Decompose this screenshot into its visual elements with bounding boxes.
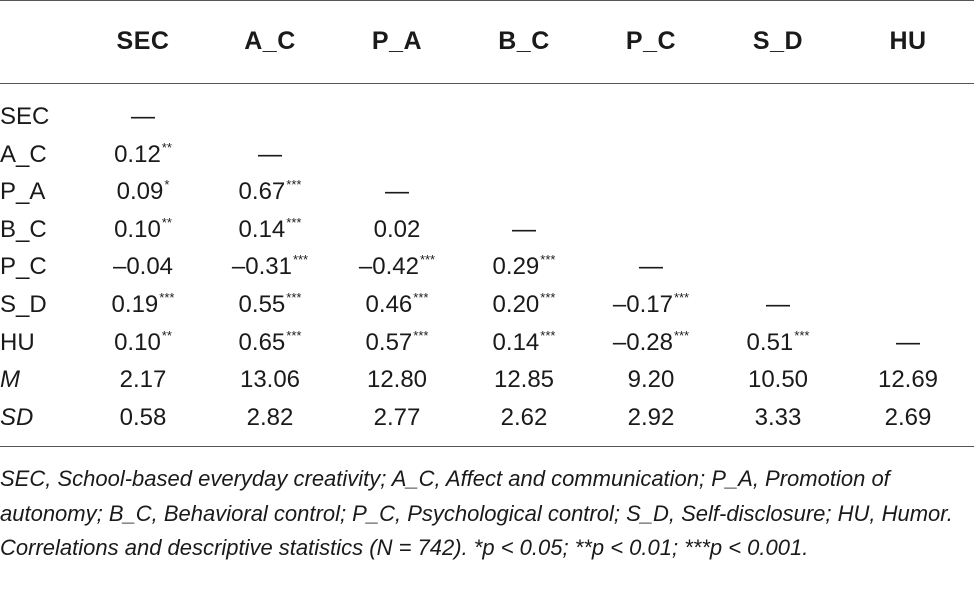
table-cell [73, 173, 213, 211]
cell-value: — [896, 328, 920, 356]
table-row [0, 324, 974, 362]
table-cell [327, 248, 467, 286]
table-cell [708, 361, 848, 399]
cell-value: 2.69 [884, 403, 932, 431]
table-cell [73, 361, 213, 399]
cell-value: 0.12 [114, 140, 161, 168]
cell-value: — [131, 103, 155, 130]
table-row [0, 361, 974, 399]
column-header-a-c: A_C [244, 27, 296, 55]
significance-marker: ** [161, 139, 172, 155]
cell-value: 12.80 [366, 366, 428, 394]
row-label: M [0, 366, 20, 394]
cell-value: 0.02 [373, 215, 421, 243]
table-cell [73, 98, 213, 136]
table-cell [581, 361, 721, 399]
table-cell [454, 248, 594, 286]
table-cell [708, 399, 848, 437]
row-label: B_C [0, 215, 47, 243]
cell-value: 0.46 [365, 290, 413, 318]
significance-marker: *** [286, 289, 302, 305]
cell-value: –0.17 [612, 290, 673, 318]
significance-marker: *** [540, 289, 556, 305]
table-cell [581, 248, 721, 286]
row-label: S_D [0, 290, 47, 318]
row-label: HU [0, 328, 35, 356]
table-row [0, 286, 974, 324]
table-body [0, 98, 974, 436]
cell-value: –0.42 [358, 253, 419, 281]
table-row [0, 173, 974, 211]
significance-marker: *** [673, 327, 690, 343]
table-cell [200, 399, 340, 437]
table-row [0, 211, 974, 249]
significance-marker: ** [161, 327, 172, 343]
cell-value: 2.82 [246, 403, 294, 431]
table-cell [200, 173, 340, 211]
table-top-rule [0, 0, 974, 1]
row-label: P_A [0, 178, 46, 206]
table-header-rule [0, 83, 974, 84]
cell-value: 2.92 [627, 403, 675, 431]
significance-marker: *** [540, 327, 556, 343]
cell-value: — [258, 140, 282, 168]
table-cell [708, 324, 848, 362]
cell-value: 2.77 [373, 403, 421, 431]
table-cell [327, 173, 467, 211]
table-cell [327, 286, 467, 324]
cell-value: 2.17 [119, 366, 167, 394]
significance-marker: ** [161, 214, 172, 230]
cell-value: — [639, 253, 663, 281]
cell-value: –0.31 [231, 253, 292, 281]
cell-value: 12.69 [877, 366, 939, 394]
row-label: SD [0, 403, 34, 431]
significance-marker: * [164, 177, 170, 193]
significance-marker: *** [286, 177, 302, 193]
cell-value: –0.28 [612, 328, 673, 356]
cell-value: 0.65 [238, 328, 286, 356]
table-cell [838, 324, 974, 362]
cell-value: 0.09 [116, 178, 164, 206]
table-cell [454, 211, 594, 249]
table-cell [581, 286, 721, 324]
cell-value: 0.55 [238, 290, 286, 318]
significance-marker: *** [413, 327, 429, 343]
table-cell [200, 286, 340, 324]
significance-marker: *** [540, 252, 556, 268]
cell-value: — [512, 215, 536, 243]
table-cell [200, 136, 340, 174]
table-cell [454, 399, 594, 437]
cell-value: 3.33 [754, 403, 802, 431]
table-cell [838, 399, 974, 437]
table-cell [327, 361, 467, 399]
cell-value: 10.50 [747, 366, 809, 394]
table-row [0, 248, 974, 286]
table-cell [327, 324, 467, 362]
table-cell [200, 324, 340, 362]
cell-value: 12.85 [493, 366, 555, 394]
table-cell [73, 211, 213, 249]
column-header-p-a: P_A [371, 27, 423, 55]
table-cell [73, 136, 213, 174]
cell-value: 0.29 [492, 253, 540, 281]
column-header-p-c: P_C [625, 27, 677, 55]
cell-value: 13.06 [239, 366, 301, 394]
significance-marker: *** [292, 252, 309, 268]
cell-value: 0.19 [111, 290, 159, 318]
cell-value: 0.67 [238, 178, 286, 206]
significance-marker: *** [413, 289, 429, 305]
table-cell [708, 286, 848, 324]
cell-value: 9.20 [627, 366, 675, 394]
significance-marker: *** [419, 252, 436, 268]
cell-value: 0.20 [492, 290, 540, 318]
table-cell [73, 286, 213, 324]
significance-marker: *** [794, 327, 810, 343]
cell-value: — [766, 290, 790, 318]
column-header-hu: HU [889, 27, 927, 55]
cell-value: — [385, 178, 409, 206]
table-cell [73, 324, 213, 362]
significance-marker: *** [286, 214, 302, 230]
cell-value: 0.58 [119, 403, 167, 431]
significance-marker: *** [286, 327, 302, 343]
cell-value: 2.62 [500, 403, 548, 431]
table-cell [454, 286, 594, 324]
row-label: SEC [0, 103, 50, 130]
table-cell [73, 399, 213, 437]
table-row [0, 399, 974, 437]
row-label: P_C [0, 253, 47, 281]
table-cell [454, 361, 594, 399]
table-cell [327, 211, 467, 249]
column-header-s-d: S_D [752, 27, 804, 55]
table-cell [581, 399, 721, 437]
cell-value: 0.14 [238, 215, 286, 243]
table-cell [327, 399, 467, 437]
table-footnote: SEC, School-based everyday creativity; A_C, Affect and communication; P_A, Promotion of autonomy; B_C, Behavioral control; P_C, Psychological control; S_D, Self-disclosure; HU, Humor. Correlations and descriptive statistics (N = 742). *p < 0.05; **p < 0.01; ***p < 0.001. [0, 466, 953, 560]
table-cell [200, 361, 340, 399]
table-cell [581, 324, 721, 362]
column-header-sec: SEC [116, 27, 170, 55]
table-bottom-rule [0, 446, 974, 447]
row-label: A_C [0, 140, 47, 168]
table-header-row [0, 20, 974, 62]
table-cell [200, 211, 340, 249]
significance-marker: *** [159, 289, 175, 305]
cell-value: 0.57 [365, 328, 413, 356]
column-header-b-c: B_C [498, 27, 550, 55]
table-cell [73, 248, 213, 286]
table-cell [454, 324, 594, 362]
cell-value: 0.10 [114, 328, 161, 356]
table-row [0, 136, 974, 174]
table-cell [200, 248, 340, 286]
significance-marker: *** [673, 289, 690, 305]
table-cell [838, 361, 974, 399]
table-row [0, 98, 974, 136]
cell-value: 0.51 [746, 328, 794, 356]
cell-value: 0.14 [492, 328, 540, 356]
cell-value: 0.10 [114, 215, 161, 243]
cell-value: –0.04 [112, 253, 174, 281]
